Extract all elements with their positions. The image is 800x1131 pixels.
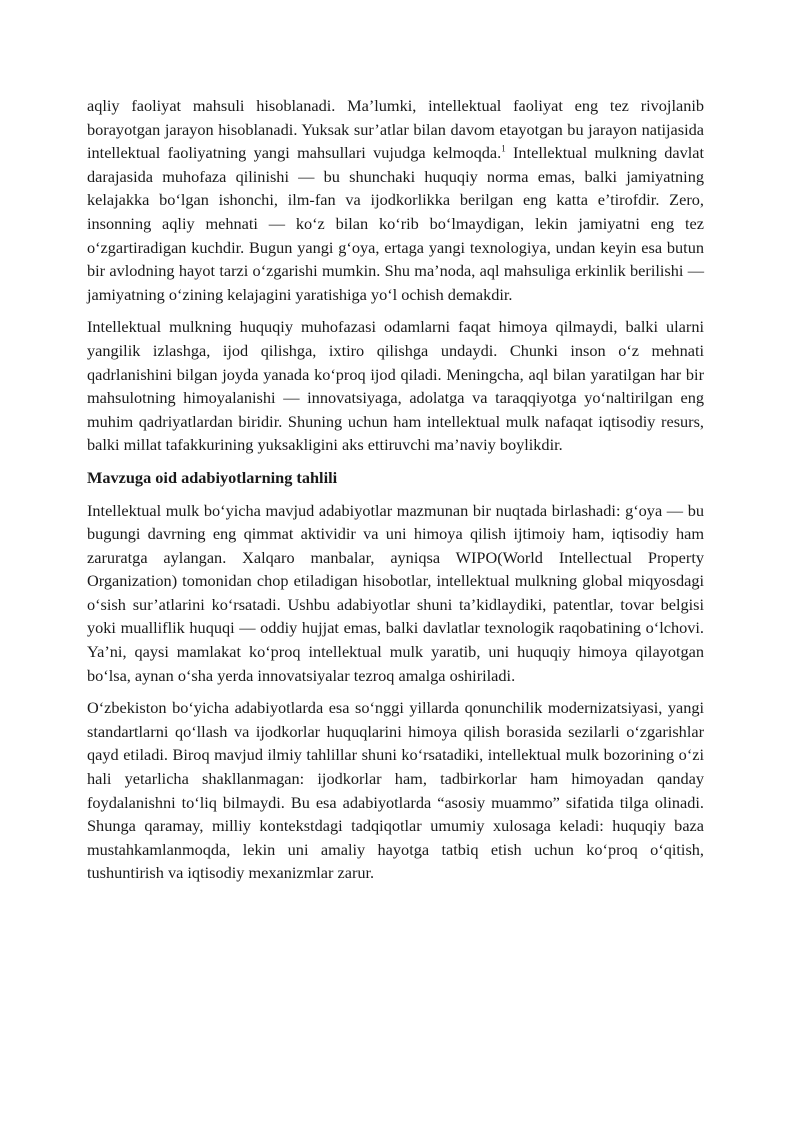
footnote-marker[interactable]: 1 [501,143,506,154]
body-paragraph-1 [87,94,704,306]
section-paragraph-1: Intellektual mulk bo‘yicha mavjud adabiyotlar mazmunan bir nuqtada birlashadi: g‘oya — bu bugungi davrning eng qimmat aktividir va uni himoya qilish ijtimoiy ham, iqtisodiy ham zaruratga aylangan. Xalqaro manbalar, ayniqsa WIPO(World Intellectual Property Organization) tomonidan chop etiladigan hisobotlar, intellektual mulkning global miqyosdagi o‘sish sur’atlarini ko‘rsatadi. Ushbu adabiyotlar shuni ta’kidlaydiki, patentlar, tovar belgisi yoki mualliflik huquqi — oddiy hujjat emas, balki davlatlar texnologik raqobatining o‘lchovi. Ya’ni, qaysi mamlakat ko‘proq intellektual mulk yaratib, uni huquqiy himoya qilayotgan bo‘lsa, aynan o‘sha yerda innovatsiyalar tezroq amalga oshiriladi. [87,500,704,685]
section-paragraph-2: O‘zbekiston bo‘yicha adabiyotlarda esa so‘nggi yillarda qonunchilik modernizatsiyasi, yangi standartlarni qo‘llash va ijodkorlar huquqlarini himoya qilish borasida sezilarli o‘zgarishlar qayd etiladi. Biroq mavjud ilmiy tahlillar shuni ko‘rsatadiki, intellektual mulk bozorining o‘zi hali yetarlicha shakllanmagan: ijodkorlar ham, tadbirkorlar ham himoyadan qanday foydalanishni to‘liq bilmaydi. Bu esa adabiyotlarda “asosiy muammo” sifatida tilga olinadi. Shunga qaramay, milliy kontekstdagi tadqiqotlar umumiy xulosaga keladi: huquqiy baza mustahkamlanmoqda, lekin uni amaliy hayotga tatbiq etish uchun ko‘proq o‘qitish, tushuntirish va iqtisodiy mexanizmlar zarur. [87,698,704,883]
document-page [87,94,704,894]
paragraph-1-text-end: Intellektual mulkning davlat darajasida muhofaza qilinishi — bu shunchaki huquqiy norma emas, balki jamiyatning kelajakka bo‘lgan ishonchi, ilm-fan va ijodkorlikka berilgan eng katta e’tirofdir. Zero, insonning aqliy mehnati — ko‘z bilan ko‘rib bo‘lmaydigan, lekin jamiyatni eng tez o‘zgartiradigan kuchdir. Bugun yangi g‘oya, ertaga yangi texnologiya, undan keyin esa butun bir avlodning hayot tarzi o‘zgarishi mumkin. Shu ma’noda, aql mahsuliga erkinlik berilishi — jamiyatning o‘zining kelajagini yaratishiga yo‘l ochish demakdir. [87,143,705,304]
body-paragraph-2: Intellektual mulkning huquqiy muhofazasi odamlarni faqat himoya qilmaydi, balki ularni yangilik izlashga, ijod qilishga, ixtiro qilishga undaydi. Chunki inson o‘z mehnati qadrlanishini bilgan joyda yanada ko‘proq ijod qiladi. Meningcha, aql bilan yaratilgan har bir mahsulotning himoyalanishi — innovatsiyaga, adolatga va taraqqiyotga yo‘naltirilgan eng muhim qadriyatlardan biridir. Shuning uchun ham intellektual mulk nafaqat iqtisodiy resurs, balki millat tafakkurining yuksakligini aks ettiruvchi ma’naviy boylikdir. [87,317,704,455]
section-heading: Mavzuga oid adabiyotlarning tahlili [87,467,338,487]
paragraph-1-text-start: aqliy faoliyat mahsuli hisoblanadi. Ma’lumki, intellektual faoliyat eng tez rivojlanib borayotgan jarayon hisoblanadi. Yuksak sur’atlar bilan davom etayotgan bu jarayon natijasida intellektual faoliyatning yangi mahsullari vujudga kelmoqda. [87,96,704,163]
